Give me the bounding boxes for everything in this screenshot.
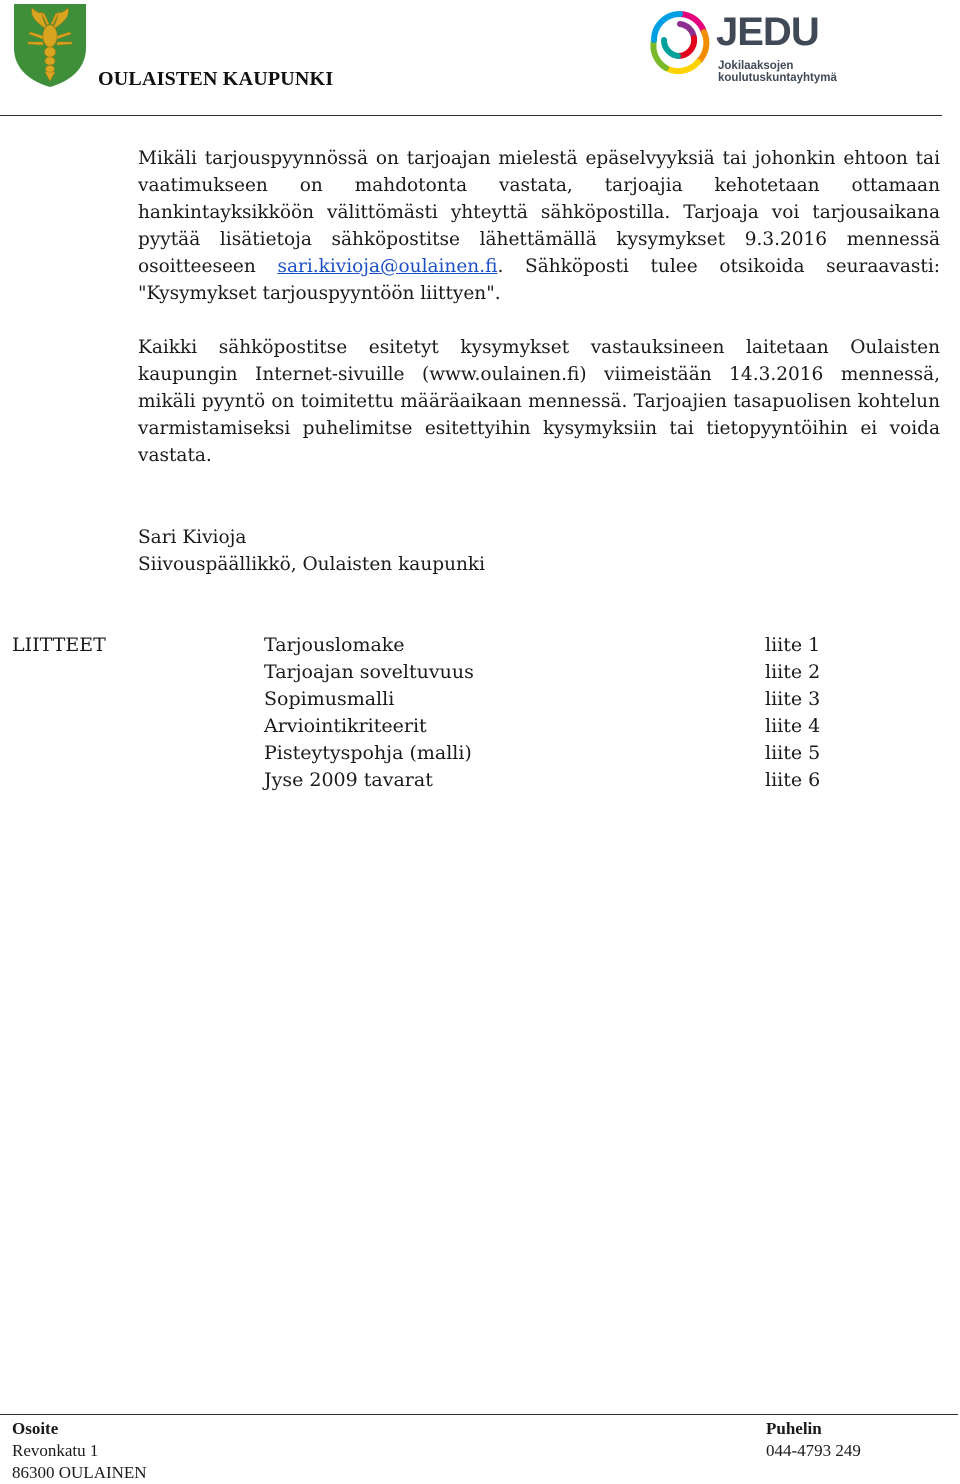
footer-phone xyxy=(766,1418,861,1462)
organization-name: OULAISTEN KAUPUNKI xyxy=(98,68,334,90)
publication-paragraph: Kaikki sähköpostitse esitetyt kysymykset vastauksineen laitetaan Oulaisten kaupungin Internet-sivuille (www.oulainen.fi) viimeistään 14.3.2016 mennessä, mikäli pyyntö on toimitettu määräaikaan mennessä. Tarjoajien tasapuolisen kohtelun varmistamiseksi puhelimitse esitettyihin kysymyksiin tai tietopyyntöihin ei voida vastata. xyxy=(138,337,940,466)
attachment-row xyxy=(264,686,844,713)
oulainen-crest-logo xyxy=(12,2,88,88)
jedu-logo-subtitle: Jokilaaksojen koulutuskuntayhtymä xyxy=(718,60,837,84)
address-street: Revonkatu 1 xyxy=(12,1441,99,1460)
attachment-row xyxy=(264,659,844,686)
attachment-code: liite 3 xyxy=(765,688,821,710)
attachment-code: liite 5 xyxy=(765,742,821,764)
attachment-name: Jyse 2009 tavarat xyxy=(264,769,433,791)
address-postal: 86300 OULAINEN xyxy=(12,1463,147,1482)
attachment-row xyxy=(264,713,844,740)
footer-address xyxy=(12,1418,147,1484)
signature-title: Siivouspäällikkö, Oulaisten kaupunki xyxy=(138,554,486,575)
attachment-row xyxy=(264,767,844,794)
contact-email-link[interactable]: sari.kivioja@oulainen.fi xyxy=(277,256,498,277)
attachment-name: Pisteytyspohja (malli) xyxy=(264,742,472,764)
header-divider xyxy=(0,115,942,116)
phone-label: Puhelin xyxy=(766,1419,822,1438)
attachments-heading: LIITTEET xyxy=(12,634,106,656)
attachment-name: Sopimusmalli xyxy=(264,688,395,710)
attachment-code: liite 2 xyxy=(765,661,821,683)
attachment-name: Tarjouslomake xyxy=(264,634,405,656)
address-label: Osoite xyxy=(12,1419,59,1438)
phone-number: 044-4793 249 xyxy=(766,1441,861,1460)
attachment-row xyxy=(264,740,844,767)
instructions-paragraph xyxy=(138,145,940,307)
footer-divider xyxy=(0,1414,958,1415)
attachment-code: liite 1 xyxy=(765,634,821,656)
attachment-row xyxy=(264,632,844,659)
attachment-name: Arviointikriteerit xyxy=(264,715,427,737)
jedu-logo-text: JEDU xyxy=(716,10,819,54)
signature-name: Sari Kivioja xyxy=(138,527,247,548)
signature-block xyxy=(138,524,485,578)
paragraph1-text-start: Mikäli tarjouspyynnössä on tarjoajan mielestä epäselvyyksiä tai johonkin ehtoon tai vaatimukseen on mahdotonta vastata, tarjoajia kehotetaan ottamaan hankintayksikköön välittömästi yhteyttä sähköpostilla. Tarjoaja voi tarjousaikana pyytää lisätietoja sähköpostitse lähettämällä kysymykset 9.3.2016 mennessä osoitteeseen xyxy=(138,148,940,277)
attachment-code: liite 4 xyxy=(765,715,821,737)
paragraph1-text-end: . Sähköposti tulee otsikoida seuraavasti: "Kysymykset tarjouspyyntöön liittyen". xyxy=(138,256,940,304)
page-header xyxy=(0,0,960,116)
attachment-name: Tarjoajan soveltuvuus xyxy=(264,661,474,683)
attachments-list xyxy=(264,632,844,794)
attachment-code: liite 6 xyxy=(765,769,821,791)
